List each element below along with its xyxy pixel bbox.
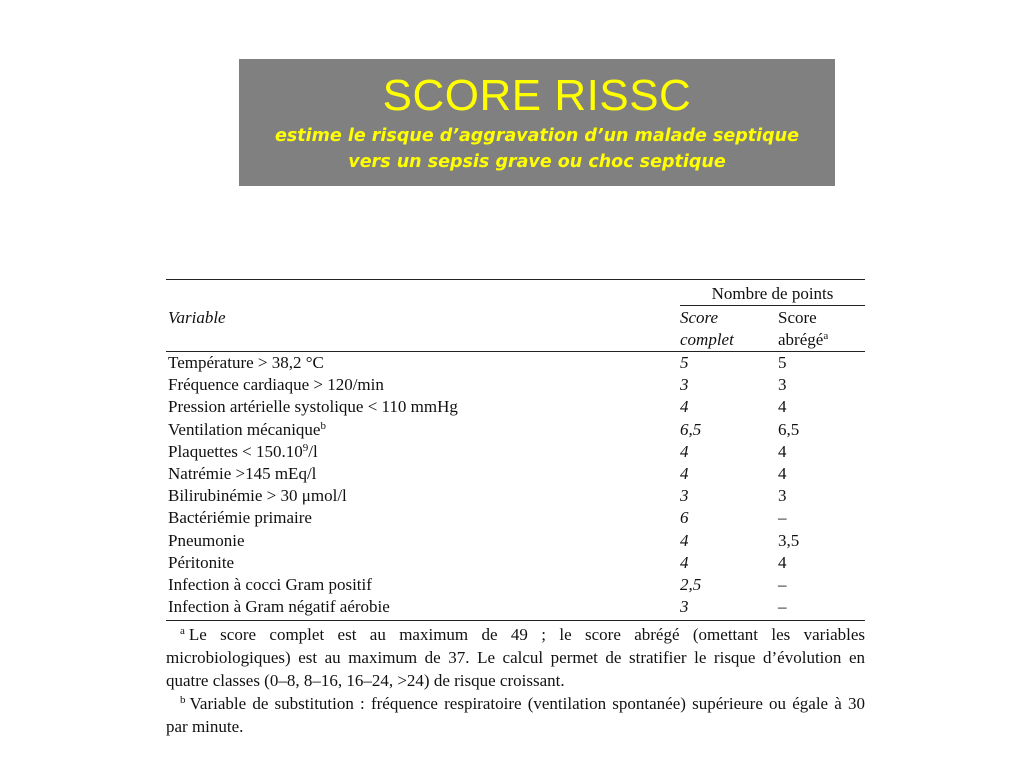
row-variable-sup: 9 [302,441,309,454]
footnote-a-text: Le score complet est au maximum de 49 ; le score abrégé (omettant les variables microbiologiques) est au maximum de 37. Le calcul permet de stratifier le risque d’évolution en quatre classes (0–8, 8–16, 16–24, >24) de risque croissant. [166,625,865,691]
row-variable [168,485,347,507]
row-score-abrege: – [778,597,787,617]
row-variable-text: Natrémie >145 mEq/l [168,463,317,483]
slide-subtitle [239,123,835,175]
subtitle-line-1: estime le risque d’aggravation d’un malade septique [275,126,799,146]
row-variable-text: Bilirubinémie > 30 μmol/l [168,486,347,506]
row-variable-text: Bactériémie primaire [168,508,312,528]
score-complet-header [680,307,734,351]
row-score-complet: 4 [680,463,689,483]
table-row [166,396,865,418]
table-row [166,374,865,396]
table-row [166,530,865,552]
row-score-abrege: – [778,508,787,528]
row-variable-text: Péritonite [168,552,235,572]
row-score-complet: 6,5 [680,419,702,439]
score-complet-header-line1: Score [680,308,719,327]
score-table [166,279,865,738]
subtitle-line-2: vers un sepsis grave ou choc septique [348,152,726,172]
footnote-a-ref: a [823,330,829,342]
score-abrege-header [778,307,828,351]
table-row [166,507,865,529]
row-variable-text: Température > 38,2 °C [168,353,324,372]
row-score-complet: 5 [680,353,689,372]
table-row [166,552,865,574]
row-variable [168,352,324,374]
row-score-abrege: 4 [778,441,787,461]
row-score-complet: 2,5 [680,574,702,594]
points-group-header: Nombre de points [711,284,834,303]
row-variable [168,507,312,529]
row-variable [168,441,318,463]
row-score-abrege: 3 [778,375,787,395]
row-score-complet: 3 [680,375,689,395]
row-variable [168,396,458,418]
row-variable [168,530,245,552]
table-row [166,352,865,374]
row-variable [168,574,372,596]
footnote-b [166,692,865,738]
row-variable [168,596,390,618]
row-variable-text: Plaquettes < 150.10 [168,441,303,461]
title-box [239,59,835,186]
row-variable-text: Pneumonie [168,530,245,550]
table-row [166,441,865,463]
footnote-b-text: Variable de substitution : fréquence respiratoire (ventilation spontanée) supérieure ou égale à 30 par minute. [166,694,865,737]
row-score-abrege: 4 [778,397,787,417]
row-score-complet: 4 [680,552,689,572]
row-score-complet: 6 [680,508,689,528]
row-score-complet: 3 [680,486,689,506]
score-abrege-header-line2 [778,329,828,351]
row-variable [168,419,326,441]
row-variable-sup: b [320,419,326,432]
score-abrege-header-line1: Score [778,308,817,327]
row-variable-text: Infection à Gram négatif aérobie [168,597,390,617]
footnote-a [166,623,865,692]
score-complet-header-line2: complet [680,330,734,349]
row-score-complet: 4 [680,397,689,417]
slide-title: SCORE RISSC [382,71,692,120]
footnotes [166,623,865,738]
row-variable [168,374,384,396]
row-variable-text: Infection à cocci Gram positif [168,574,372,594]
row-score-abrege: 3,5 [778,530,800,550]
table-row [166,485,865,507]
row-score-abrege: – [778,574,787,594]
table-row [166,596,865,618]
footnote-a-mark: a [180,625,185,638]
row-score-abrege: 4 [778,552,787,572]
footnote-b-mark: b [180,694,186,707]
row-score-complet: 4 [680,441,689,461]
row-score-abrege: 5 [778,353,787,372]
table-row [166,574,865,596]
row-score-abrege: 6,5 [778,419,800,439]
table-row [166,419,865,441]
table-body [166,352,865,621]
row-variable-text: Ventilation mécanique [168,419,321,439]
points-group-rule [680,305,865,306]
row-variable-text: Pression artérielle systolique < 110 mmHg [168,397,458,417]
row-variable-text: Fréquence cardiaque > 120/min [168,375,384,395]
row-score-abrege: 4 [778,463,787,483]
row-score-complet: 4 [680,530,689,550]
table-header [166,280,865,352]
variable-header: Variable [168,308,226,327]
score-abrege-header-text: abrégé [778,330,824,349]
row-score-complet: 3 [680,597,689,617]
row-variable [168,463,316,485]
row-variable [168,552,234,574]
row-variable-suffix: /l [308,441,318,461]
table-row [166,463,865,485]
row-score-abrege: 3 [778,486,787,506]
